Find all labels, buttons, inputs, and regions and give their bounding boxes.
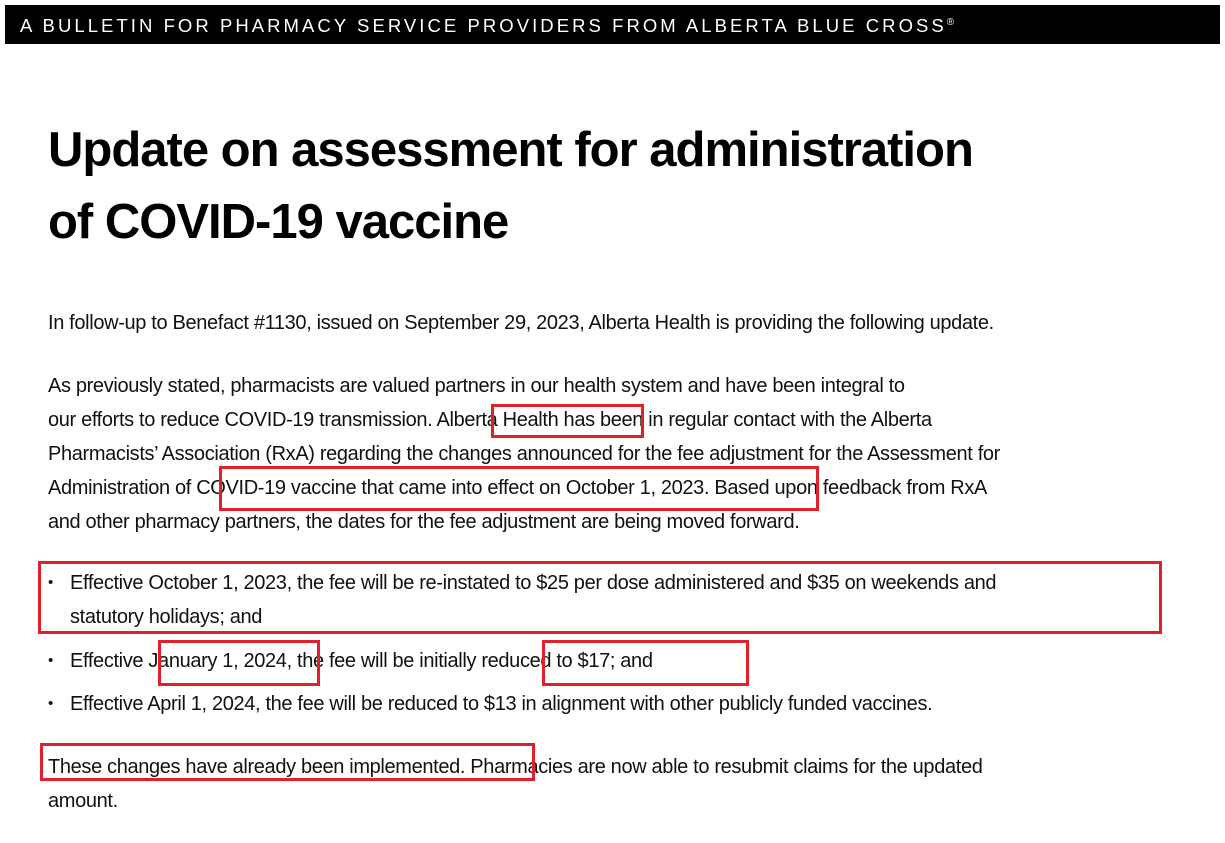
bullet-1-line-2: statutory holidays; and [70,606,263,628]
bullet-text-2 [70,644,653,678]
banner-text: A BULLETIN FOR PHARMACY SERVICE PROVIDERS FROM ALBERTA BLUE CROSS [20,15,947,36]
title-line-1: Update on assessment for administration [48,123,973,177]
update-line-5: and other pharmacy partners, the dates for the fee adjustment are being moved forward. [48,511,800,533]
closing-paragraph [48,750,983,818]
update-line-1: As previously stated, pharmacists are valued partners in our health system and have been integral to [48,375,905,397]
bullet-3-line-1: Effective April 1, 2024, the fee will be reduced to $13 in alignment with other publicly funded vaccines. [70,693,933,715]
intro-line: In follow-up to Benefact #1130, issued on September 29, 2023, Alberta Health is providing the following update. [48,312,994,334]
bullet-text-3 [70,687,932,721]
page-title [48,114,1188,258]
bullet-2-line-1: Effective January 1, 2024, the fee will be initially reduced to $17; and [70,650,653,672]
registered-mark: ® [946,17,955,28]
intro-paragraph [48,306,994,340]
update-line-4: Administration of COVID-19 vaccine that came into effect on October 1, 2023. Based upon feedback from RxA [48,477,987,499]
title-line-2: of COVID-19 vaccine [48,195,509,249]
bullet-text-1 [70,566,996,634]
bullet-icon: • [48,574,53,591]
closing-line-1: These changes have already been implemented. Pharmacies are now able to resubmit claims for the updated [48,756,983,778]
bullet-1-line-1: Effective October 1, 2023, the fee will be re-instated to $25 per dose administered and $35 on weekends and [70,572,997,594]
update-line-2: our efforts to reduce COVID-19 transmission. Alberta Health has been in regular contact with the Alberta [48,409,932,431]
bullet-icon: • [48,652,53,669]
update-paragraph [48,369,1000,539]
bullet-icon: • [48,695,53,712]
closing-line-2: amount. [48,790,118,812]
bulletin-banner [5,5,1220,44]
update-line-3: Pharmacists’ Association (RxA) regarding the changes announced for the fee adjustment for the Assessment for [48,443,1000,465]
